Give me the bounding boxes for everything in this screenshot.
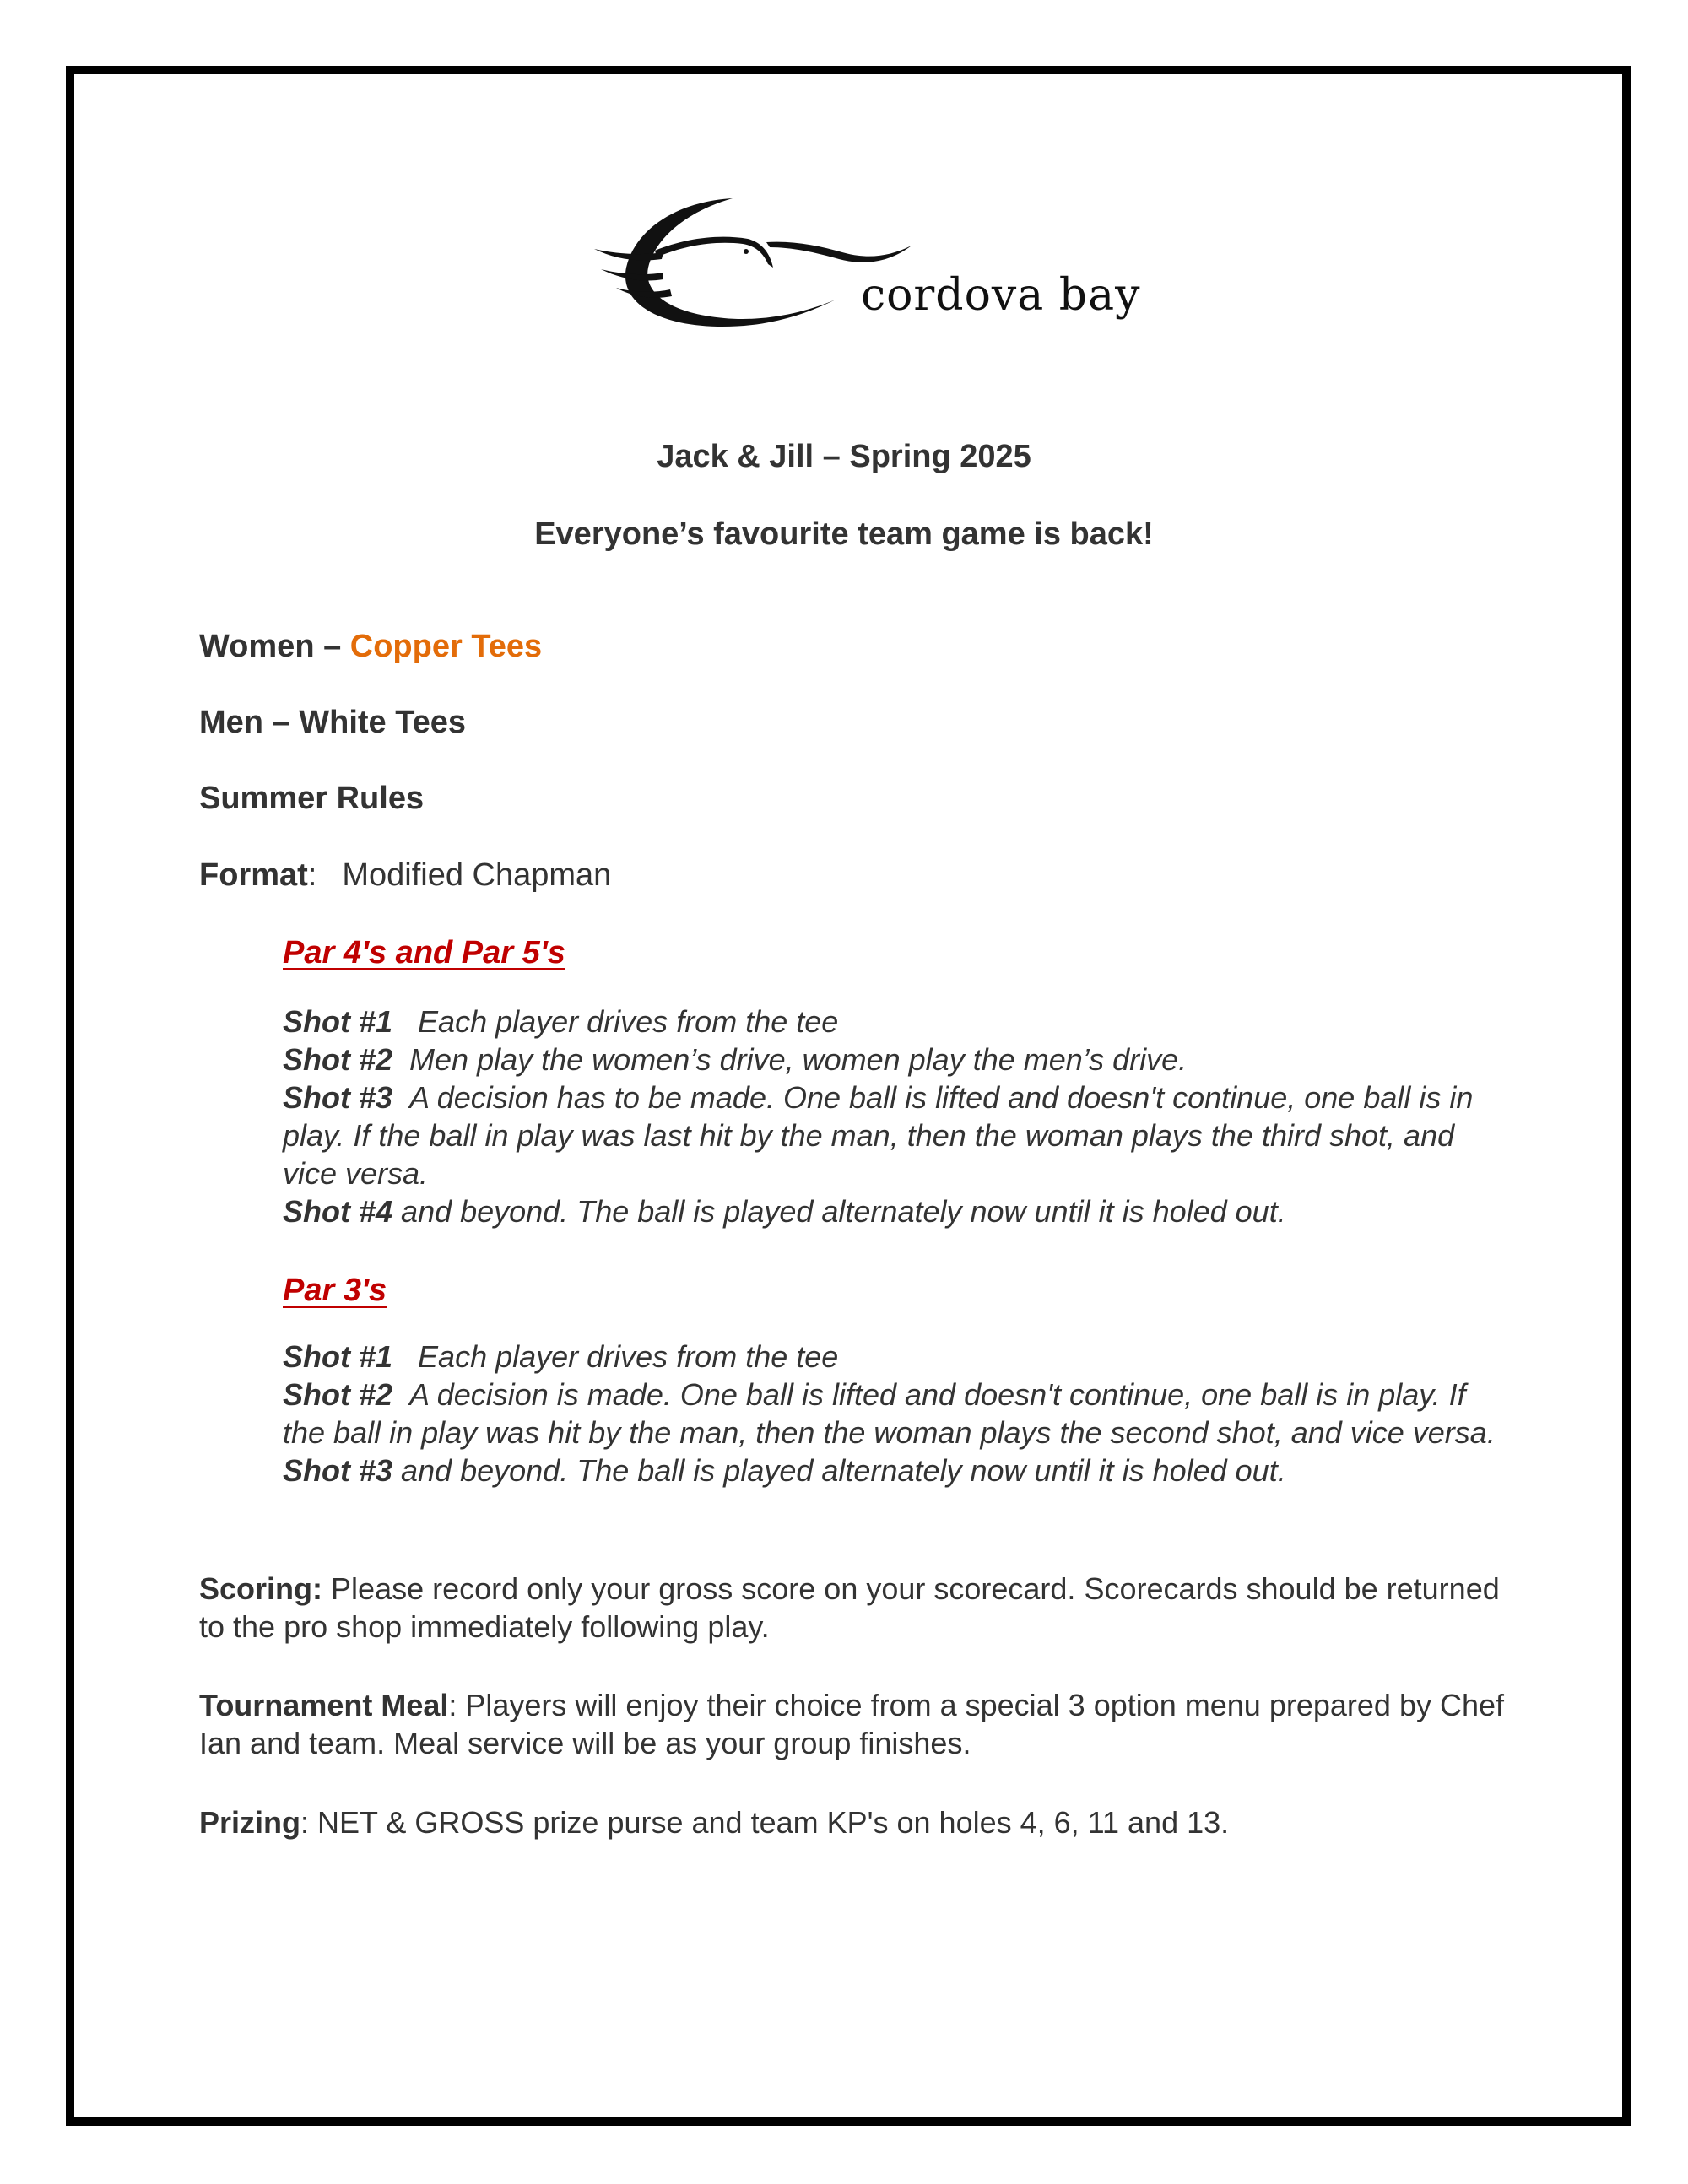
- shot-text: A decision has to be made. One ball is lifted and doesn't continue, one ball is in play. If the ball in play was last hit by the man, then the woman plays the third shot, and vice versa.: [283, 1080, 1474, 1191]
- page-title: Jack & Jill – Spring 2025: [657, 439, 1031, 474]
- brand-name: cordova bay: [861, 270, 1141, 321]
- shot-text: and beyond. The ball is played alternately now until it is holed out.: [401, 1194, 1286, 1229]
- meal-paragraph: [199, 1686, 1516, 1762]
- shot-label: Shot #1: [283, 1004, 393, 1039]
- shot-text: Men play the women’s drive, women play the men’s drive.: [409, 1042, 1188, 1077]
- meal-label: Tournament Meal: [199, 1688, 449, 1722]
- shot-text: A decision is made. One ball is lifted and doesn't continue, one ball is in play. If the ball in play was hit by the man, then the woman plays the second shot, and vice versa.: [283, 1377, 1496, 1450]
- women-tees-label: Women –: [199, 629, 350, 664]
- women-tees-line: [199, 629, 542, 665]
- shot-label: Shot #3: [283, 1080, 393, 1115]
- men-tees-line: Men – White Tees: [199, 705, 467, 740]
- section-heading-par3: Par 3's: [283, 1273, 387, 1308]
- women-tees-value: Copper Tees: [349, 629, 543, 664]
- page-subtitle: Everyone’s favourite team game is back!: [534, 516, 1154, 552]
- shot-text: Each player drives from the tee: [418, 1004, 839, 1039]
- section-par4-par5-shots: [283, 1003, 1498, 1230]
- prizing-label: Prizing: [199, 1805, 301, 1840]
- shot-label: Shot #2: [283, 1042, 393, 1077]
- format-value: Modified Chapman: [342, 857, 612, 893]
- shot-text: Each player drives from the tee: [418, 1339, 839, 1374]
- rules-line: Summer Rules: [199, 781, 425, 816]
- scoring-paragraph: [199, 1570, 1516, 1646]
- shot-item: [283, 1041, 1498, 1078]
- meal-text: : Players will enjoy their choice from a special 3 option menu prepared by Chef Ian and team. Meal service will be as your group finishes.: [199, 1688, 1505, 1760]
- prizing-text: : NET & GROSS prize purse and team KP's on holes 4, 6, 11 and 13.: [300, 1805, 1230, 1840]
- shot-text: and beyond. The ball is played alternately now until it is holed out.: [401, 1453, 1286, 1488]
- shot-label: Shot #1: [283, 1339, 393, 1374]
- shot-item: [283, 1451, 1498, 1489]
- shot-item: [283, 1003, 1498, 1041]
- section-heading-par4-par5: Par 4's and Par 5's: [283, 935, 565, 970]
- shot-item: [283, 1376, 1498, 1451]
- section-par3-shots: [283, 1338, 1498, 1489]
- shot-label: Shot #3: [283, 1453, 393, 1488]
- shot-label: Shot #4: [283, 1194, 393, 1229]
- shot-item: [283, 1192, 1498, 1230]
- format-colon: :: [307, 857, 317, 893]
- format-label: Format: [199, 857, 308, 893]
- shot-label: Shot #2: [283, 1377, 393, 1412]
- scoring-text: Please record only your gross score on your scorecard. Scorecards should be returned to the pro shop immediately following play.: [199, 1571, 1500, 1644]
- prizing-paragraph: [199, 1803, 1516, 1841]
- shot-item: [283, 1078, 1498, 1192]
- scoring-label: Scoring:: [199, 1571, 323, 1606]
- format-line: [199, 857, 611, 894]
- shot-item: [283, 1338, 1498, 1376]
